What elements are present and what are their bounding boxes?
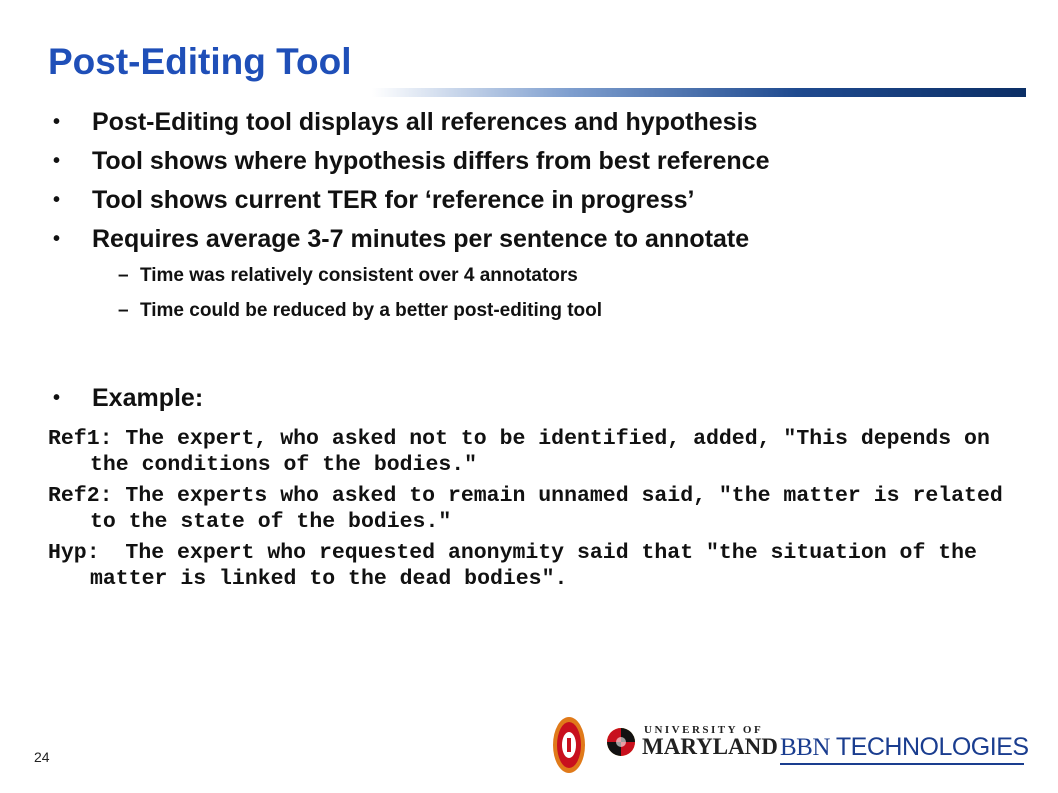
- dash-icon: –: [118, 265, 129, 286]
- bullet-icon: •: [53, 228, 61, 250]
- bullet-icon: •: [53, 387, 61, 409]
- bullet-icon: •: [53, 111, 61, 133]
- bullet-item: [52, 181, 1042, 220]
- bbn-letters: BBN: [780, 734, 830, 761]
- bullet-text: Tool shows where hypothesis differs from best reference: [92, 147, 770, 175]
- umd-maryland: MARYLAND: [642, 734, 778, 759]
- maryland-flag-icon: [606, 727, 636, 757]
- slide-title: Post-Editing Tool: [48, 41, 352, 82]
- bullet-text: Requires average 3-7 minutes per sentence to annotate: [92, 225, 750, 253]
- bullet-item: [52, 142, 1042, 181]
- dash-icon: –: [118, 300, 129, 321]
- umd-university-of: UNIVERSITY OF: [644, 724, 764, 736]
- example-bullet: [52, 379, 203, 418]
- sub-bullet-item: [118, 258, 1018, 293]
- example-hyp: Hyp: The expert who requested anonymity said that "the situation of the matter is linked to the dead bodies".: [48, 541, 990, 591]
- sponsor-logos: [548, 712, 1028, 782]
- bullet-icon: •: [53, 189, 61, 211]
- example-ref1: Ref1: The expert, who asked not to be identified, added, "This depends on the conditions of the bodies.": [48, 427, 1003, 477]
- page-number: 24: [34, 749, 50, 765]
- bbn-logo: [780, 733, 1029, 762]
- bbn-technologies: TECHNOLOGIES: [829, 733, 1029, 761]
- sub-bullet-item: [118, 293, 1018, 328]
- sub-bullet-text: Time was relatively consistent over 4 annotators: [140, 265, 578, 286]
- sub-bullet-text: Time could be reduced by a better post-editing tool: [140, 300, 603, 321]
- example-block: [48, 426, 1038, 597]
- example-ref2: Ref2: The experts who asked to remain unnamed said, "the matter is related to the state of the bodies.": [48, 484, 1016, 534]
- bullet-text: Tool shows current TER for ‘reference in progress’: [92, 186, 695, 214]
- seal-logo-icon: [552, 716, 586, 774]
- example-label: Example:: [92, 384, 204, 412]
- sub-bullet-list: [118, 258, 1018, 328]
- bbn-underline: [780, 763, 1024, 765]
- bullet-item: [52, 103, 1042, 142]
- bullet-icon: •: [53, 150, 61, 172]
- title-underline-bar: [372, 88, 1026, 97]
- bullet-text: Post-Editing tool displays all references and hypothesis: [92, 108, 758, 136]
- bullet-list: [52, 103, 1042, 259]
- bullet-item: [52, 220, 1042, 259]
